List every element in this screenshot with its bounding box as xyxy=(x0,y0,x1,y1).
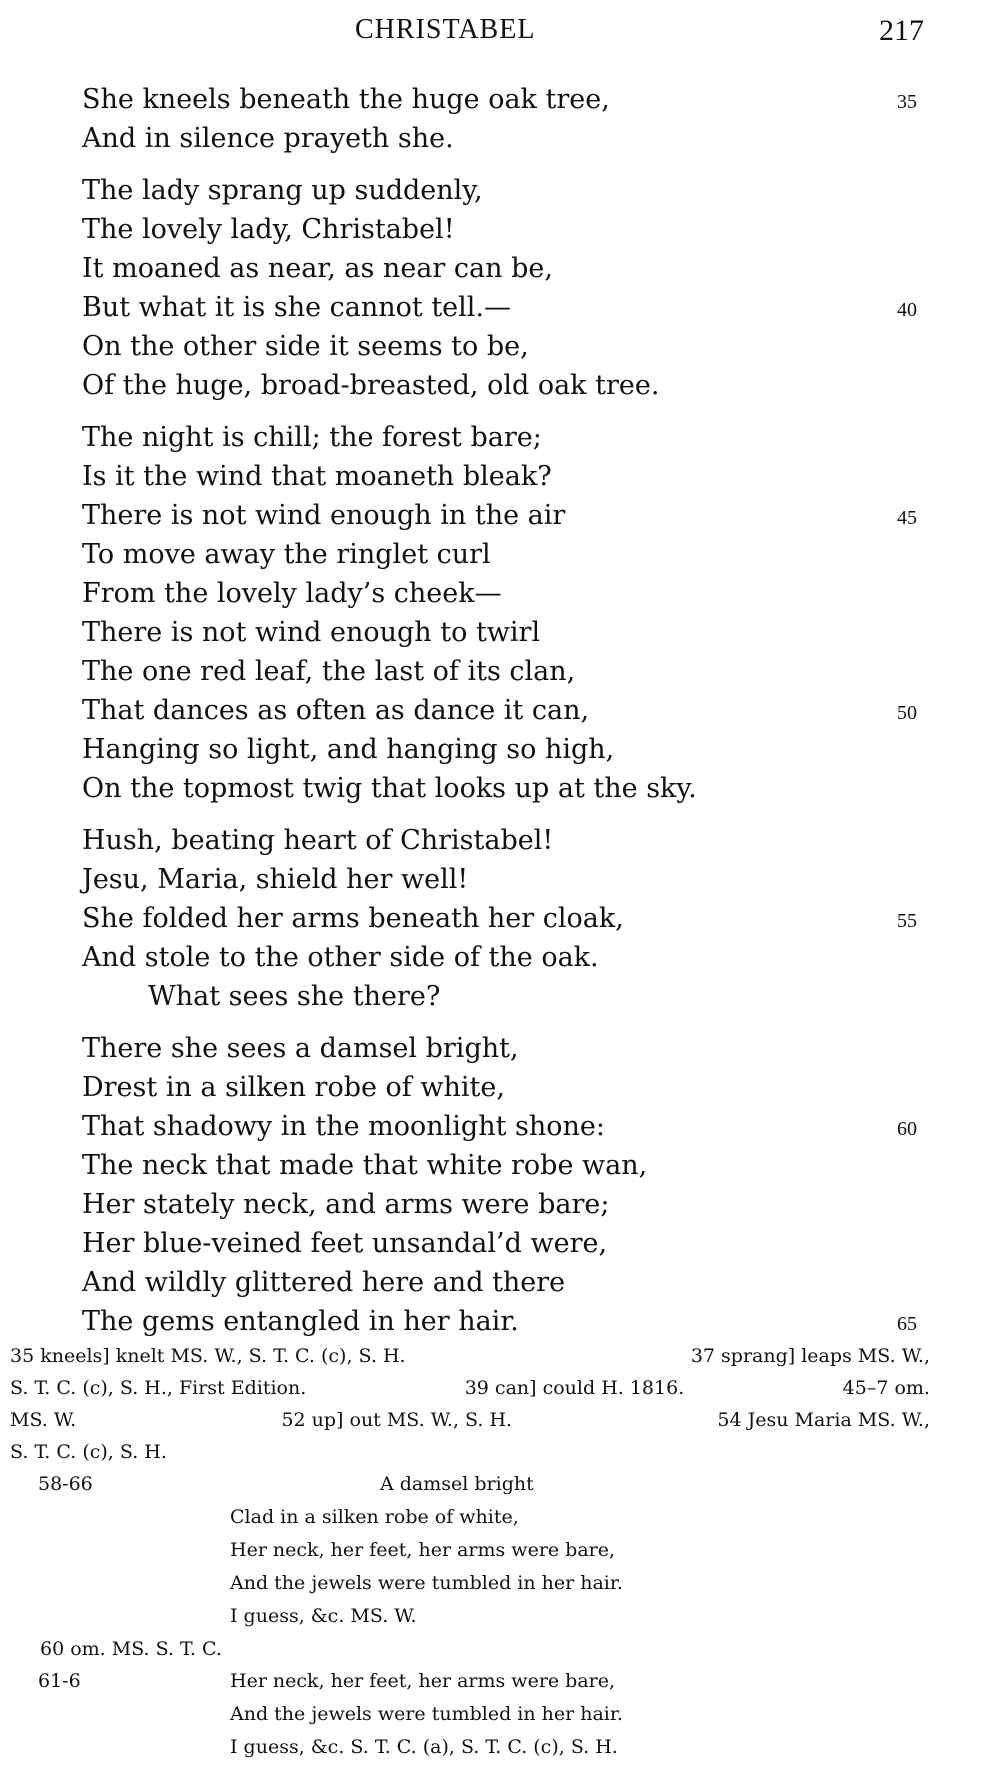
line-number: 50 xyxy=(897,702,917,724)
line-number: 65 xyxy=(897,1313,917,1335)
poem-line xyxy=(82,1029,942,1068)
poem-line xyxy=(82,1263,942,1302)
running-head: CHRISTABEL xyxy=(355,14,536,45)
page-number: 217 xyxy=(879,14,924,47)
variant-line: And the jewels were tumbled in her hair. xyxy=(230,1572,623,1594)
footnote-row xyxy=(10,1340,930,1372)
poem-line xyxy=(82,119,942,158)
poem-line-text: Hush, beating heart of Christabel! xyxy=(82,825,554,856)
variant-line: And the jewels were tumbled in her hair. xyxy=(230,1703,623,1725)
poem-line-text: And stole to the other side of the oak. xyxy=(82,942,599,973)
poem-line xyxy=(82,1302,942,1341)
poem-line-text: There she sees a damsel bright, xyxy=(82,1033,519,1064)
poem-line-text: The one red leaf, the last of its clan, xyxy=(82,656,576,687)
poem-line xyxy=(82,730,942,769)
variant-label: 61-6 xyxy=(38,1670,81,1692)
poem-line-text: That shadowy in the moonlight shone: xyxy=(82,1111,606,1142)
footnote: 45–7 om. xyxy=(842,1377,930,1399)
poem-line-text: What sees she there? xyxy=(148,981,441,1012)
poem-line xyxy=(82,366,942,405)
footnote: 60 om. MS. S. T. C. xyxy=(40,1638,222,1660)
poem-line-text: To move away the ringlet curl xyxy=(82,539,491,570)
poem-line xyxy=(82,1224,942,1263)
poem-line-text: There is not wind enough in the air xyxy=(82,500,566,531)
stanza xyxy=(82,171,942,405)
poem-line xyxy=(82,418,942,457)
line-number: 40 xyxy=(897,299,917,321)
poem-line-text: Of the huge, broad-breasted, old oak tree. xyxy=(82,370,660,401)
poem-line xyxy=(82,457,942,496)
footnote-row xyxy=(10,1436,930,1468)
footnote: S. T. C. (c), S. H. xyxy=(10,1441,167,1463)
footnote: 37 sprang] leaps MS. W., xyxy=(690,1345,930,1367)
poem-line-text: On the topmost twig that looks up at the sky. xyxy=(82,773,697,804)
stanza xyxy=(82,418,942,808)
poem-line xyxy=(82,821,942,860)
variant-line: Clad in a silken robe of white, xyxy=(230,1506,519,1528)
poem-line xyxy=(82,496,942,535)
footnote: 35 kneels] knelt MS. W., S. T. C. (c), S. H. xyxy=(10,1345,406,1367)
poem-line xyxy=(82,977,942,1016)
poem-line-text: The neck that made that white robe wan, xyxy=(82,1150,648,1181)
poem-line xyxy=(82,652,942,691)
stanza xyxy=(82,80,942,158)
poem-line-text: There is not wind enough to twirl xyxy=(82,617,541,648)
poem-line xyxy=(82,938,942,977)
page-header xyxy=(0,14,1000,54)
poem-line xyxy=(82,535,942,574)
poem-line-text: Jesu, Maria, shield her well! xyxy=(82,864,469,895)
poem-body xyxy=(82,80,942,1354)
poem-line xyxy=(82,288,942,327)
poem-line-text: Her stately neck, and arms were bare; xyxy=(82,1189,610,1220)
poem-line xyxy=(82,769,942,808)
line-number: 45 xyxy=(897,507,917,529)
footnotes xyxy=(10,1340,930,1764)
poem-line-text: That dances as often as dance it can, xyxy=(82,695,590,726)
poem-line xyxy=(82,1107,942,1146)
poem-line xyxy=(82,327,942,366)
poem-line-text: Is it the wind that moaneth bleak? xyxy=(82,461,552,492)
stanza xyxy=(82,821,942,1016)
poem-line-text: The gems entangled in her hair. xyxy=(82,1306,519,1337)
poem-line-text: And wildly glittered here and there xyxy=(82,1267,566,1298)
footnote: 52 up] out MS. W., S. H. xyxy=(281,1409,513,1431)
variant-line: Her neck, her feet, her arms were bare, xyxy=(230,1670,616,1692)
variant-line: I guess, &c. MS. W. xyxy=(230,1605,417,1627)
poem-line xyxy=(82,860,942,899)
poem-line xyxy=(82,691,942,730)
poem-line-text: She kneels beneath the huge oak tree, xyxy=(82,84,610,115)
poem-line xyxy=(82,1146,942,1185)
footnote-row xyxy=(10,1372,930,1404)
poem-line-text: From the lovely lady’s cheek— xyxy=(82,578,502,609)
poem-line-text: The lady sprang up suddenly, xyxy=(82,175,483,206)
poem-line xyxy=(82,1185,942,1224)
footnote: 54 Jesu Maria MS. W., xyxy=(717,1409,930,1431)
line-number: 55 xyxy=(897,910,917,932)
poem-line xyxy=(82,249,942,288)
poem-line-text: It moaned as near, as near can be, xyxy=(82,253,553,284)
poem-line-text: On the other side it seems to be, xyxy=(82,331,529,362)
variant-reading xyxy=(10,1468,930,1633)
footnote-row xyxy=(10,1404,930,1436)
variant-reading xyxy=(10,1665,930,1764)
variant-line: I guess, &c. S. T. C. (a), S. T. C. (c), S. H. xyxy=(230,1736,618,1758)
poem-line-text: Hanging so light, and hanging so high, xyxy=(82,734,615,765)
poem-line xyxy=(82,613,942,652)
footnote: MS. W. xyxy=(10,1409,77,1431)
variant-line: A damsel bright xyxy=(380,1473,534,1495)
footnote: 39 can] could H. 1816. xyxy=(464,1377,685,1399)
poem-line-text: The night is chill; the forest bare; xyxy=(82,422,542,453)
poem-line xyxy=(82,80,942,119)
poem-line-text: The lovely lady, Christabel! xyxy=(82,214,455,245)
poem-line-text: Drest in a silken robe of white, xyxy=(82,1072,505,1103)
poem-line xyxy=(82,210,942,249)
poem-line-text: But what it is she cannot tell.— xyxy=(82,292,512,323)
poem-line xyxy=(82,574,942,613)
line-number: 35 xyxy=(897,91,917,113)
footnote: S. T. C. (c), S. H., First Edition. xyxy=(10,1377,307,1399)
poem-line xyxy=(82,1068,942,1107)
poem-line xyxy=(82,171,942,210)
variant-label: 58-66 xyxy=(38,1473,93,1495)
stanza xyxy=(82,1029,942,1341)
poem-line xyxy=(82,899,942,938)
poem-line-text: Her blue-veined feet unsandal’d were, xyxy=(82,1228,608,1259)
poem-line-text: She folded her arms beneath her cloak, xyxy=(82,903,624,934)
poem-line-text: And in silence prayeth she. xyxy=(82,123,454,154)
variant-line: Her neck, her feet, her arms were bare, xyxy=(230,1539,616,1561)
line-number: 60 xyxy=(897,1118,917,1140)
